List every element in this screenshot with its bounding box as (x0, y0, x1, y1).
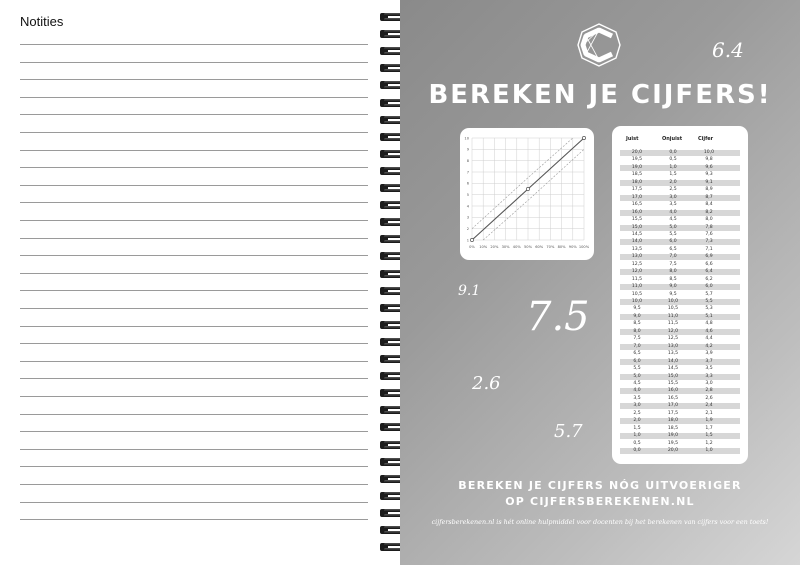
table-cell: 12,0 (667, 328, 679, 334)
table-cell: 2,6 (705, 395, 713, 401)
headline: BEREKEN JE CIJFERS! (428, 80, 772, 110)
table-cell: 12,0 (631, 269, 643, 275)
table-cell: 9,0 (633, 313, 641, 319)
table-cell: 5,3 (705, 306, 713, 312)
table-cell: 18,5 (631, 172, 643, 178)
notes-page (0, 0, 395, 565)
table-cell: 4,5 (633, 380, 641, 386)
table-cell: 8,9 (705, 187, 713, 193)
table-cell: 14,5 (667, 366, 679, 372)
table-cell: 7,1 (705, 246, 713, 252)
notes-line (20, 449, 368, 450)
x-tick-label: 90% (568, 245, 577, 249)
table-row (620, 351, 740, 357)
data-point (526, 187, 529, 190)
cta-line-2: OP CIJFERSBEREKENEN.NL (505, 495, 695, 508)
table-cell: 2,5 (633, 410, 641, 416)
table-cell: 1,5 (705, 433, 713, 439)
table-row (620, 344, 740, 350)
notes-line (20, 97, 368, 98)
table-cell: 6,4 (705, 269, 713, 275)
notes-line (20, 185, 368, 186)
x-tick-label: 60% (535, 245, 544, 249)
table-cell: 2,1 (705, 410, 713, 416)
table-row (620, 195, 740, 201)
table-cell: 9,1 (705, 179, 713, 185)
table-cell: 2,4 (705, 403, 713, 409)
table-cell: 2,0 (633, 418, 641, 424)
table-cell: 9,8 (705, 157, 713, 163)
grade-chart (460, 128, 594, 260)
table-cell: 3,3 (705, 373, 713, 379)
table-row (620, 441, 740, 447)
y-tick-label: 8 (466, 158, 469, 163)
notes-line (20, 343, 368, 344)
table-cell: 7,5 (633, 336, 641, 342)
y-tick-label: 6 (466, 181, 469, 186)
notes-line (20, 79, 368, 80)
table-row (620, 381, 740, 387)
table-row (620, 336, 740, 342)
table-cell: 15,5 (667, 380, 679, 386)
table-cell: 20,0 (631, 150, 643, 155)
table-cell: 10,5 (631, 291, 643, 297)
table-header: Juist (626, 136, 639, 142)
table-cell: 4,0 (669, 209, 677, 215)
notes-line (20, 167, 368, 168)
table-cell: 17,0 (667, 403, 679, 409)
table-cell: 2,8 (705, 388, 713, 394)
table-cell: 11,0 (631, 284, 643, 290)
notes-line (20, 44, 368, 45)
table-cell: 7,0 (669, 254, 677, 260)
table-cell: 6,2 (705, 276, 713, 282)
table-cell: 14,0 (631, 239, 643, 245)
table-cell: 3,5 (633, 395, 641, 401)
notes-line (20, 290, 368, 291)
table-row (620, 433, 740, 439)
table-cell: 5,7 (705, 291, 713, 297)
deco-grade: 9.1 (458, 283, 481, 299)
deco-grade: 2.6 (472, 373, 501, 394)
table-row (620, 254, 740, 260)
table-cell: 6,9 (705, 254, 713, 260)
table-row (620, 359, 740, 365)
table-cell: 7,0 (633, 343, 641, 349)
table-row (620, 403, 740, 409)
table-cell: 13,0 (631, 254, 643, 260)
table-row (620, 247, 740, 253)
table-cell: 16,5 (631, 202, 643, 208)
table-cell: 19,0 (667, 433, 679, 439)
table-row (620, 314, 740, 320)
table-cell: 7,3 (705, 239, 713, 245)
table-row (620, 239, 740, 245)
table-row (620, 262, 740, 268)
notes-line (20, 414, 368, 415)
table-cell: 2,5 (669, 187, 677, 193)
table-cell: 10,0 (631, 299, 643, 304)
deco-grade: 6.4 (712, 38, 744, 62)
table-cell: 4,6 (705, 328, 713, 334)
x-tick-label: 30% (501, 245, 510, 249)
table-row (620, 187, 740, 193)
notes-line (20, 255, 368, 256)
table-row (620, 180, 740, 186)
table-row (620, 292, 740, 298)
table-cell: 18,0 (631, 179, 643, 185)
table-cell: 8,5 (669, 276, 677, 282)
table-row (620, 448, 740, 454)
table-header: Cijfer (698, 136, 714, 142)
y-tick-label: 2 (466, 226, 469, 231)
table-cell: 12,5 (667, 336, 679, 342)
table-row (620, 277, 740, 283)
table-row (620, 396, 740, 402)
table-cell: 8,7 (705, 194, 713, 200)
table-cell: 8,0 (669, 269, 677, 275)
x-tick-label: 10% (479, 245, 488, 249)
table-cell: 7,6 (705, 231, 713, 237)
table-cell: 6,5 (669, 246, 677, 252)
table-cell: 8,4 (705, 202, 713, 208)
table-cell: 3,5 (705, 366, 713, 372)
table-row (620, 418, 740, 424)
table-cell: 9,5 (669, 291, 677, 297)
y-tick-label: 9 (466, 147, 469, 152)
notes-line (20, 519, 368, 520)
table-cell: 3,7 (705, 358, 713, 364)
notes-title: Notities (20, 14, 64, 29)
x-tick-label: 0% (469, 245, 475, 249)
table-cell: 20,0 (667, 448, 679, 453)
table-row (620, 157, 740, 163)
table-cell: 0,5 (669, 157, 677, 163)
table-cell: 15,0 (631, 224, 643, 230)
table-cell: 4,0 (633, 388, 641, 394)
table-row (620, 426, 740, 432)
table-row (620, 306, 740, 312)
table-cell: 0,0 (669, 150, 677, 155)
table-cell: 8,0 (633, 328, 641, 334)
table-cell: 13,5 (667, 351, 679, 357)
table-cell: 13,5 (631, 246, 643, 252)
x-tick-label: 80% (557, 245, 566, 249)
table-cell: 5,0 (633, 373, 641, 379)
cta-line-1: BEREKEN JE CIJFERS NÓG UITVOERIGER (458, 479, 742, 492)
table-row (620, 202, 740, 208)
table-cell: 1,5 (633, 425, 641, 431)
data-point (582, 136, 585, 139)
table-cell: 11,0 (667, 313, 679, 319)
notes-line (20, 308, 368, 309)
table-cell: 1,2 (705, 440, 713, 446)
table-row (620, 329, 740, 335)
table-cell: 1,7 (705, 425, 713, 431)
table-cell: 19,5 (631, 157, 643, 163)
table-cell: 3,0 (633, 403, 641, 409)
table-cell: 6,0 (669, 239, 677, 245)
table-cell: 4,4 (705, 336, 713, 342)
table-header: Onjuist (662, 136, 683, 142)
notes-line (20, 326, 368, 327)
notes-line (20, 132, 368, 133)
notes-line (20, 273, 368, 274)
y-tick-label: 3 (466, 215, 469, 220)
table-cell: 5,1 (705, 313, 713, 319)
notes-line (20, 114, 368, 115)
x-tick-label: 50% (524, 245, 532, 249)
table-cell: 12,5 (631, 261, 643, 267)
table-cell: 4,2 (705, 343, 713, 349)
table-cell: 6,0 (705, 284, 713, 290)
table-cell: 3,0 (669, 194, 677, 200)
table-cell: 1,0 (705, 448, 713, 453)
chart-card (460, 128, 594, 260)
table-cell: 17,5 (667, 410, 679, 416)
y-tick-label: 7 (466, 170, 469, 175)
table-cell: 6,0 (633, 358, 641, 364)
table-cell: 9,5 (633, 306, 641, 312)
table-cell: 3,5 (669, 202, 677, 208)
table-cell: 8,5 (633, 321, 641, 327)
table-cell: 9,0 (669, 284, 677, 290)
table-row (620, 411, 740, 417)
notes-line (20, 466, 368, 467)
table-row (620, 210, 740, 216)
table-row (620, 217, 740, 223)
table-cell: 15,0 (667, 373, 679, 379)
notes-line (20, 361, 368, 362)
table-cell: 19,5 (667, 440, 679, 446)
table-cell: 7,8 (705, 224, 713, 230)
table-row (620, 388, 740, 394)
table-cell: 6,5 (633, 351, 641, 357)
table-cell: 15,5 (631, 217, 643, 223)
notes-line (20, 150, 368, 151)
y-tick-label: 4 (466, 204, 469, 209)
notes-line (20, 396, 368, 397)
table-cell: 10,0 (703, 150, 715, 155)
table-cell: 8,2 (705, 209, 713, 215)
c-logo-icon (576, 22, 622, 68)
table-cell: 17,5 (631, 187, 643, 193)
table-cell: 5,5 (705, 299, 713, 304)
table-cell: 3,0 (705, 380, 713, 386)
table-row (620, 150, 740, 156)
data-point (470, 238, 473, 241)
table-cell: 2,0 (669, 179, 677, 185)
x-tick-label: 70% (546, 245, 555, 249)
table-cell: 9,6 (705, 164, 713, 170)
table-cell: 16,0 (631, 209, 643, 215)
deco-grade: 7.5 (526, 294, 590, 340)
table-row (620, 165, 740, 171)
notes-line (20, 378, 368, 379)
table-cell: 14,5 (631, 231, 643, 237)
table-cell: 14,0 (667, 358, 679, 364)
notes-line (20, 62, 368, 63)
table-cell: 4,8 (705, 321, 713, 327)
deco-grade: 5.7 (554, 421, 583, 442)
table-cell: 16,0 (667, 388, 679, 394)
y-tick-label: 5 (466, 192, 469, 197)
footnote: cijfersberekenen.nl is hét online hulpmiddel voor docenten bij het berekenen van cijfers voor een toets! (431, 518, 769, 526)
table-cell: 0,0 (633, 448, 641, 453)
table-cell: 5,5 (669, 231, 677, 237)
table-cell: 7,5 (669, 261, 677, 267)
table-cell: 19,0 (631, 164, 643, 170)
notes-line (20, 431, 368, 432)
grade-table (612, 126, 748, 464)
table-cell: 10,5 (667, 306, 679, 312)
notes-line (20, 484, 368, 485)
table-cell: 0,5 (633, 440, 641, 446)
table-row (620, 366, 740, 372)
table-row (620, 374, 740, 380)
table-cell: 10,0 (667, 299, 679, 304)
table-cell: 8,0 (705, 217, 713, 223)
table-cell: 1,0 (669, 164, 677, 170)
table-cell: 17,0 (631, 194, 643, 200)
table-row (620, 232, 740, 238)
table-cell: 18,0 (667, 418, 679, 424)
table-cell: 1,0 (633, 433, 641, 439)
x-tick-label: 40% (512, 245, 521, 249)
table-cell: 3,9 (705, 351, 713, 357)
table-cell: 5,5 (633, 366, 641, 372)
notes-line (20, 502, 368, 503)
table-cell: 6,6 (705, 261, 713, 267)
y-tick-label: 1 (466, 238, 469, 243)
x-tick-label: 100% (578, 245, 590, 249)
table-cell: 1,9 (705, 418, 713, 424)
table-cell: 4,5 (669, 217, 677, 223)
table-cell: 9,3 (705, 172, 713, 178)
table-cell: 13,0 (667, 343, 679, 349)
y-tick-label: 10 (464, 136, 469, 141)
notes-line (20, 202, 368, 203)
table-cell: 18,5 (667, 425, 679, 431)
notes-line (20, 220, 368, 221)
table-row (620, 269, 740, 275)
table-row (620, 299, 740, 305)
table-row (620, 321, 740, 327)
x-tick-label: 20% (490, 245, 499, 249)
table-cell: 11,5 (631, 276, 643, 282)
table-cell: 16,5 (667, 395, 679, 401)
cta-text (400, 478, 800, 510)
cover-page (400, 0, 800, 565)
table-row (620, 225, 740, 231)
table-cell: 1,5 (669, 172, 677, 178)
table-row (620, 284, 740, 290)
notes-line (20, 238, 368, 239)
table-row (620, 172, 740, 178)
table-cell: 11,5 (667, 321, 679, 327)
table-cell: 5,0 (669, 224, 677, 230)
